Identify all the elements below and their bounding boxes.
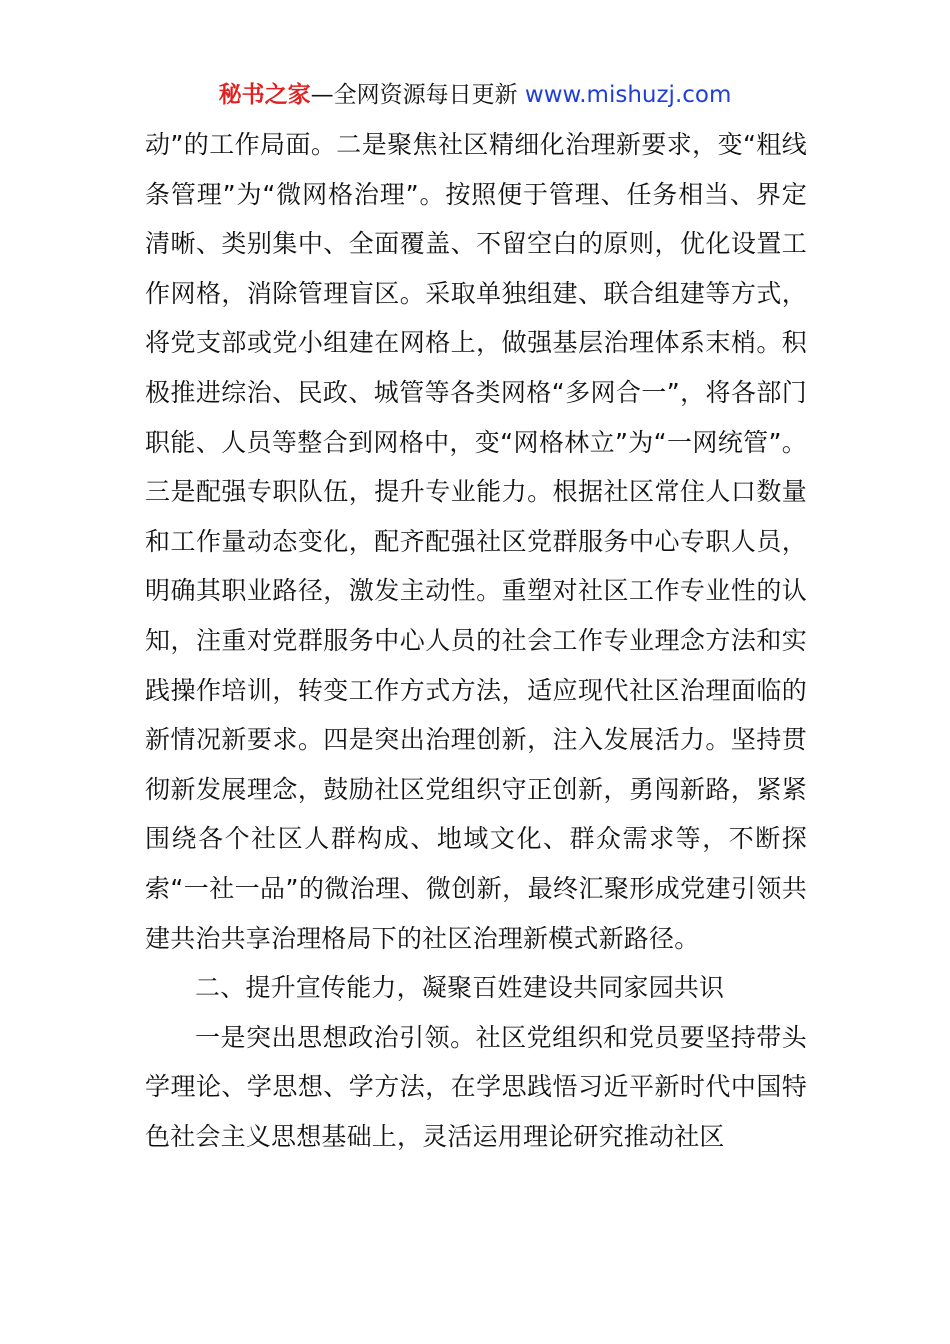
brand-name: 秘书之家 [218, 82, 311, 108]
section-heading: 二、提升宣传能力，凝聚百姓建设共同家园共识 [195, 973, 725, 1003]
document-body [145, 120, 807, 1161]
header-tagline: —全网资源每日更新 [310, 82, 518, 108]
site-url[interactable]: www.mishuzj.com [524, 82, 732, 108]
body-paragraph-continued: 动”的工作局面。二是聚焦社区精细化治理新要求，变“粗线条管理”为“微网格治理”。按照便于管理、任务相当、界定清晰、类别集中、全面覆盖、不留空白的原则，优化设置工作网格，消除管理盲区。采取单独组建、联合组建等方式，将党支部或党小组建在网格上，做强基层治理体系末梢。积极推进综治、民政、城管等各类网格“多网合一”，将各部门职能、人员等整合到网格中，变“网格林立”为“一网统管”。三是配强专职队伍，提升专业能力。根据社区常住人口数量和工作量动态变化，配齐配强社区党群服务中心专职人员，明确其职业路径，激发主动性。重塑对社区工作专业性的认知，注重对党群服务中心人员的社会工作专业理念方法和实践操作培训，转变工作方式方法，适应现代社区治理面临的新情况新要求。四是突出治理创新，注入发展活力。坚持贯彻新发展理念，鼓励社区党组织守正创新，勇闯新路，紧紧围绕各个社区人群构成、地域文化、群众需求等，不断探索“一社一品”的微治理、微创新，最终汇聚形成党建引领共建共治共享治理格局下的社区治理新模式新路径。 [145, 130, 807, 953]
page-header [0, 78, 950, 112]
body-paragraph: 一是突出思想政治引领。社区党组织和党员要坚持带头学理论、学思想、学方法，在学思践悟习近平新时代中国特色社会主义思想基础上，灵活运用理论研究推动社区 [145, 1022, 807, 1151]
